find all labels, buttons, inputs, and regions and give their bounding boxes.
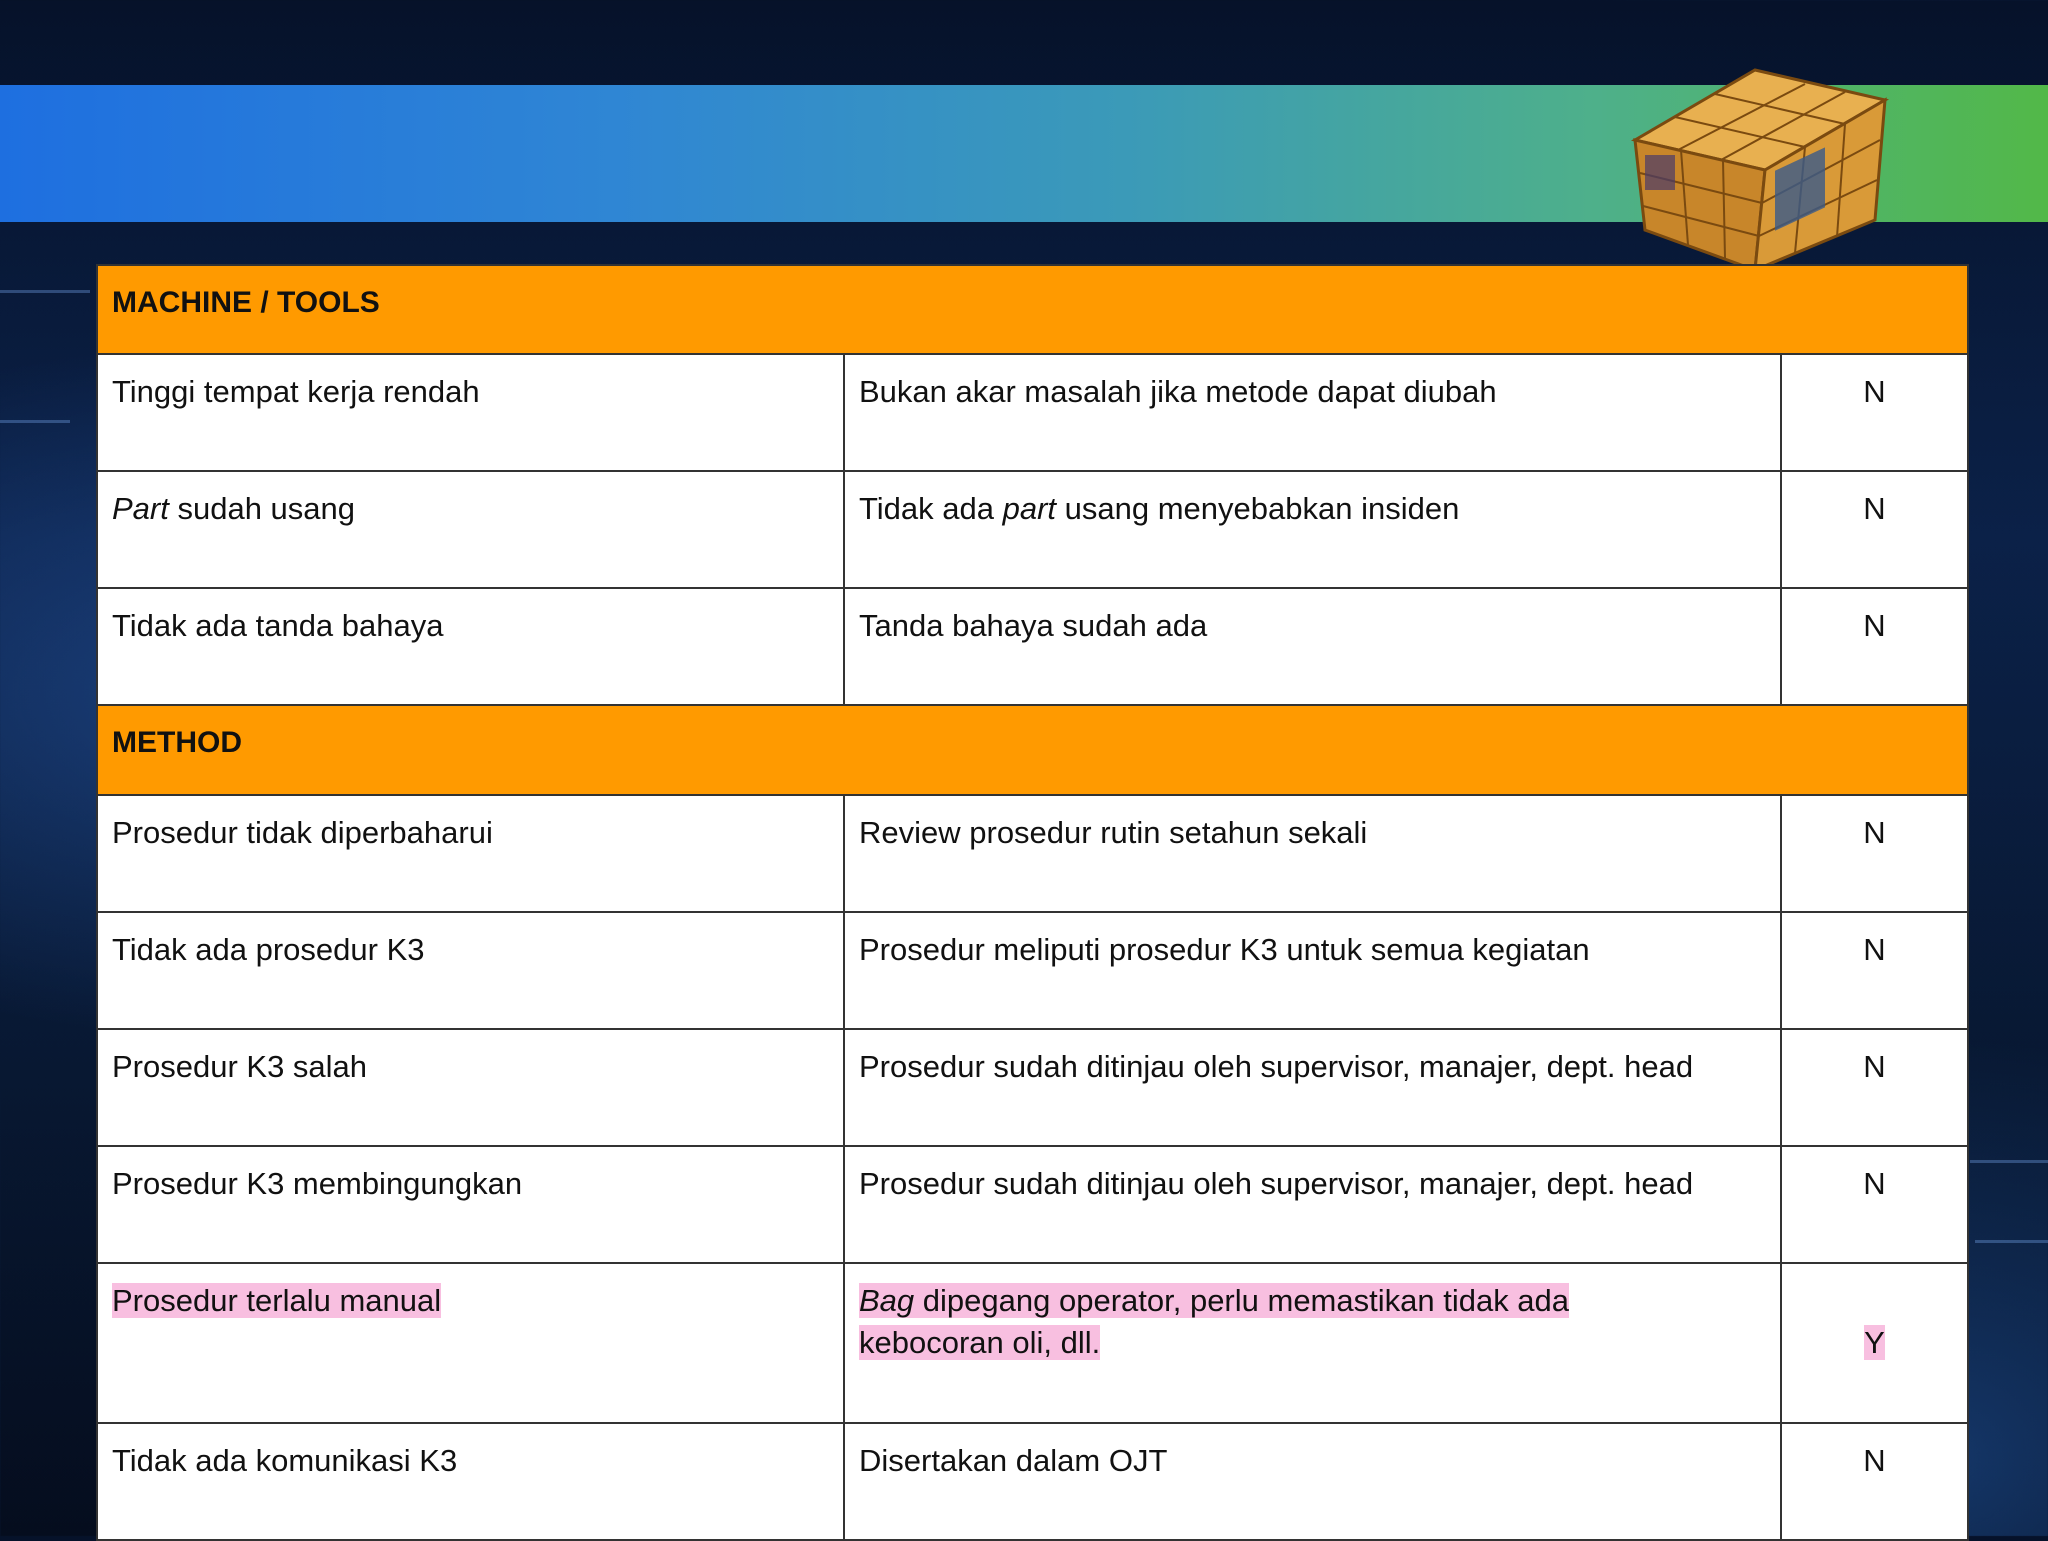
reason-cell: Tanda bahaya sudah ada (844, 588, 1781, 705)
table-row (97, 354, 1968, 471)
flag-cell: N (1781, 354, 1968, 471)
reason-cell: Bukan akar masalah jika metode dapat diubah (844, 354, 1781, 471)
cause-cell: Prosedur K3 salah (97, 1029, 844, 1146)
section-header: MACHINE / TOOLS (97, 265, 1968, 354)
reason-cell: Prosedur sudah ditinjau oleh supervisor, manajer, dept. head (844, 1029, 1781, 1146)
reason-italic: part (1002, 491, 1057, 526)
flag-cell: N (1781, 912, 1968, 1029)
cause-cell: Tinggi tempat kerja rendah (97, 354, 844, 471)
reason-text: dipegang operator, perlu memastikan tidak ada (914, 1283, 1570, 1318)
cause-cell (97, 1263, 844, 1423)
flag-cell: N (1781, 471, 1968, 588)
table-row (97, 1029, 1968, 1146)
reason-cell: Review prosedur rutin setahun sekali (844, 795, 1781, 912)
flag-highlight: Y (1864, 1325, 1885, 1360)
table-row (97, 1423, 1968, 1540)
table-row (97, 588, 1968, 705)
cube-decoration-icon (1605, 30, 1905, 270)
table-row (97, 471, 1968, 588)
section-header-row (97, 705, 1968, 795)
cause-italic: Part (112, 491, 169, 526)
flag-cell: N (1781, 795, 1968, 912)
flag-cell: N (1781, 588, 1968, 705)
reason-cell: Prosedur meliputi prosedur K3 untuk semua kegiatan (844, 912, 1781, 1029)
flag-cell: N (1781, 1423, 1968, 1540)
cause-cell: Tidak ada komunikasi K3 (97, 1423, 844, 1540)
reason-cell (844, 471, 1781, 588)
flag-cell: N (1781, 1146, 1968, 1263)
cause-cell: Tidak ada prosedur K3 (97, 912, 844, 1029)
reason-pre: Tidak ada (859, 491, 1003, 526)
reason-cell: Prosedur sudah ditinjau oleh supervisor, manajer, dept. head (844, 1146, 1781, 1263)
reason-highlight-line1 (859, 1283, 1569, 1318)
root-cause-table (96, 264, 1969, 1541)
table-row (97, 795, 1968, 912)
section-header-row (97, 265, 1968, 354)
reason-highlight-line2: kebocoran oli, dll. (859, 1325, 1101, 1360)
cause-cell (97, 471, 844, 588)
flag-cell (1781, 1263, 1968, 1423)
cause-cell: Prosedur K3 membingungkan (97, 1146, 844, 1263)
flag-cell: N (1781, 1029, 1968, 1146)
background-streak (1975, 1240, 2048, 1243)
background-streak (1970, 1160, 2048, 1163)
cause-cell: Prosedur tidak diperbaharui (97, 795, 844, 912)
background-streak (0, 420, 70, 423)
background-streak (0, 290, 90, 293)
reason-cell: Disertakan dalam OJT (844, 1423, 1781, 1540)
cause-text: sudah usang (168, 491, 356, 526)
table-row-highlighted (97, 1263, 1968, 1423)
reason-cell (844, 1263, 1781, 1423)
cause-highlight: Prosedur terlalu manual (112, 1283, 442, 1318)
section-header: METHOD (97, 705, 1968, 795)
reason-italic: Bag (859, 1283, 915, 1318)
table-row (97, 912, 1968, 1029)
table-row (97, 1146, 1968, 1263)
reason-text: usang menyebabkan insiden (1056, 491, 1460, 526)
cause-cell: Tidak ada tanda bahaya (97, 588, 844, 705)
